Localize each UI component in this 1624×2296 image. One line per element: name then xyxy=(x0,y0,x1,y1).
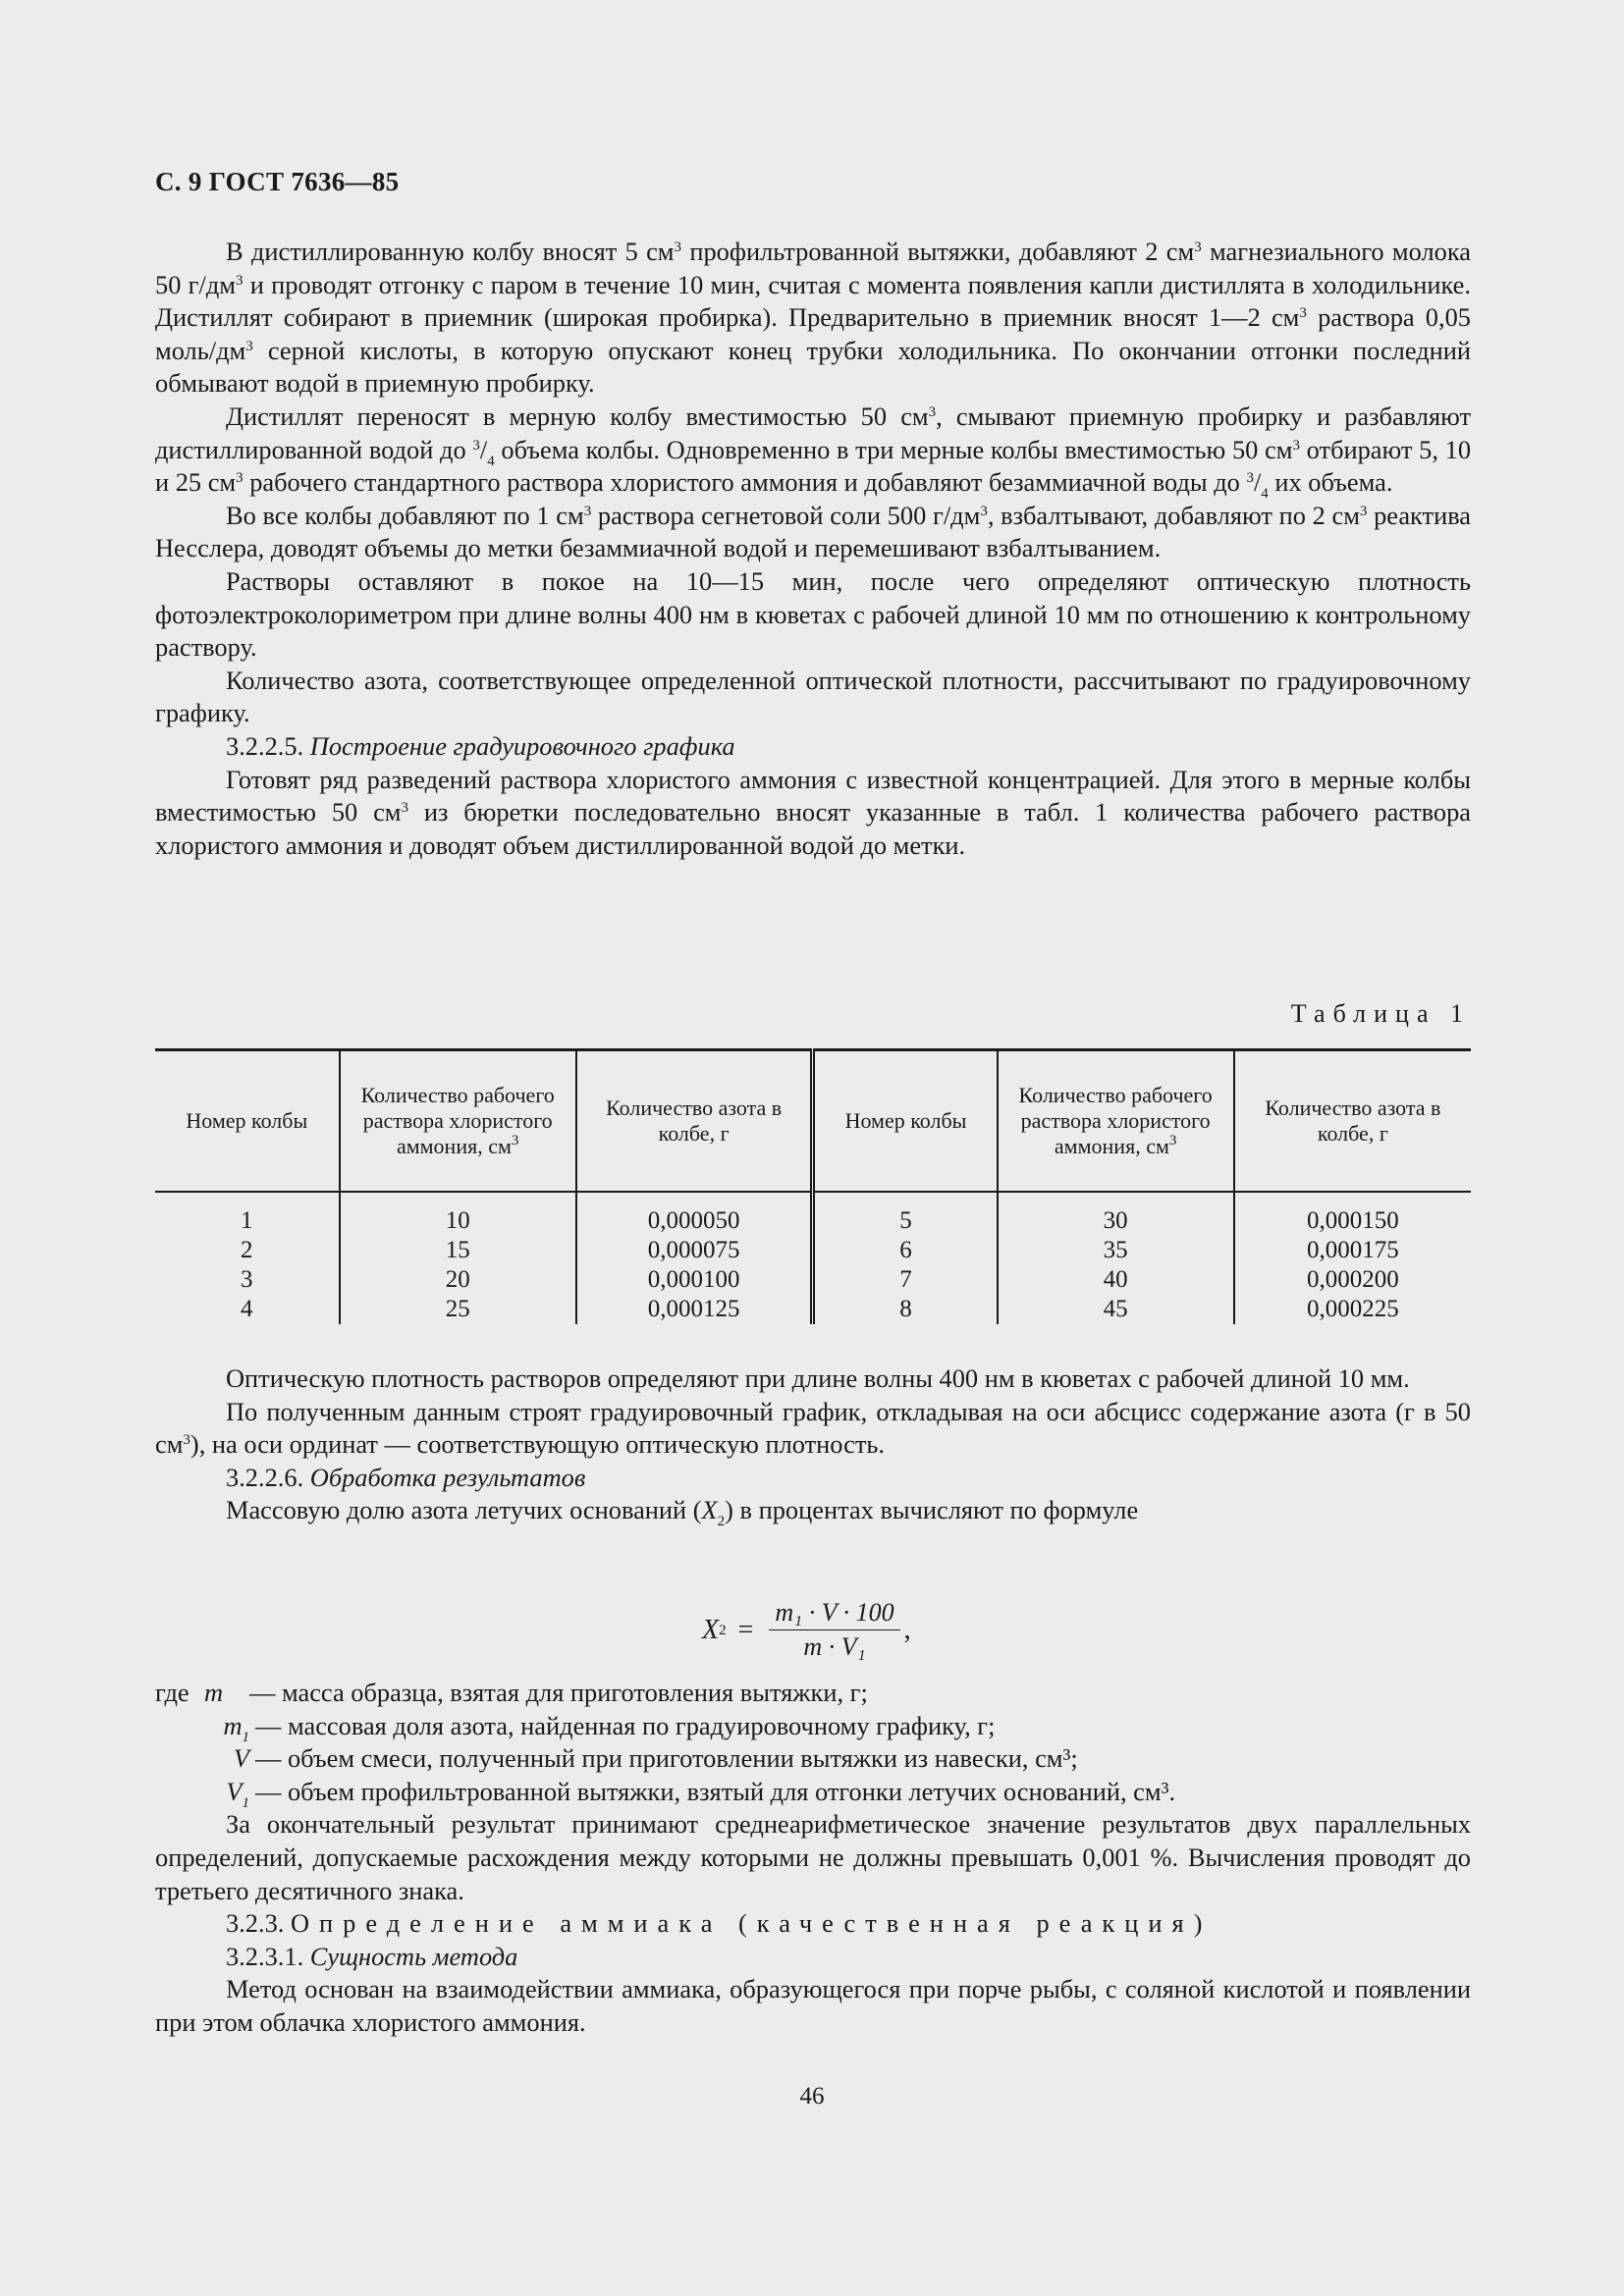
table-header-row xyxy=(155,1050,1471,1193)
subsection-heading-3231: 3.2.3.1. Сущность метода xyxy=(226,1941,518,1971)
paragraph: За окончательный результат принимают среднеарифметическое значение результатов двух параллельных определений, допускаемые расхождения между которыми не должны превышать 0,001 %. Вычисления проводят до третьего десятичного знака. xyxy=(155,1809,1471,1905)
col-header-volume: Количество рабочего раствора хлористого аммония, $см^3$ xyxy=(340,1050,576,1193)
paragraph: Оптическую плотность растворов определяют при длине волны 400 нм в кюветах с рабочей длиной 10 мм. xyxy=(226,1363,1410,1393)
col-header-flask: Номер колбы xyxy=(155,1050,340,1193)
formula-equals: = xyxy=(737,1614,754,1645)
col-header-nitrogen: Количество азота в колбе, г xyxy=(576,1050,813,1193)
cell-volume: 25 xyxy=(340,1295,576,1324)
section-text-2 xyxy=(155,1362,1471,1530)
cell-flask: 4 xyxy=(241,1296,253,1322)
page-number: 46 xyxy=(799,2083,825,2109)
table-caption: Таблица 1 xyxy=(1290,999,1471,1028)
cell-volume: 40 xyxy=(998,1265,1234,1295)
definition-item: $V_1$ — объем профильтрованной вытяжки, взятый для отгонки летучих оснований, см³. xyxy=(226,1776,1176,1811)
formula-fraction xyxy=(769,1598,899,1662)
paragraph: Дистиллят переносят в мерную колбу вместимостью 50 $см^3$, смывают приемную пробирку и разбавляют дистиллированной водой до $^3/_4$ объема колбы. Одновременно в три мерные колбы вместимостью 50 $см^3$ отбирают 5, 10 и 25 $см^3$ рабочего стандартного раствора хлористого аммония и добавляют безаммиачной воды до $^3/_4$ их объема. xyxy=(155,400,1472,503)
cell-volume: 15 xyxy=(340,1236,576,1265)
formula-lhs: X xyxy=(702,1614,720,1645)
page-header: С. 9 ГОСТ 7636—85 xyxy=(155,167,400,196)
cell-flask: 1 xyxy=(241,1207,253,1234)
cell-nitrogen: 0,000075 xyxy=(576,1236,813,1265)
table-row xyxy=(155,1192,1471,1236)
paragraph: Массовую долю азота летучих оснований $(X_2)$ в процентах вычисляют по формуле xyxy=(226,1495,1139,1530)
paragraph: Растворы оставляют в покое на 10—15 мин, после чего определяют оптическую плотность фотоэлектроколориметром при длине волны 400 нм в кюветах с рабочей длиной 10 мм по отношению к контрольному раствору. xyxy=(155,565,1471,663)
paragraph: По полученным данным строят градуировочный график, откладывая на оси абсцисс содержание азота (г в 50 $см^3$), на оси ординат — соответствующую оптическую плотность. xyxy=(155,1396,1471,1460)
cell-flask: 2 xyxy=(241,1237,253,1263)
table-row xyxy=(155,1265,1471,1295)
definition-item: где m — масса образца, взятая для приготовления вытяжки, г; xyxy=(155,1678,868,1707)
cell-nitrogen: 0,000150 xyxy=(1234,1192,1471,1236)
section-text-1 xyxy=(155,236,1471,862)
cell-volume: 20 xyxy=(340,1265,576,1295)
table-1 xyxy=(155,1048,1471,1324)
paragraph: Во все колбы добавляют по 1 $см^3$ раствора сегнетовой соли 500 $г/дм^3$, взбалтывают, добавляют по 2 $см^3$ реактива Несслера, доводят объемы до метки безаммиачной водой и перемешивают взбалтыванием. xyxy=(155,500,1472,563)
paragraph: Метод основан на взаимодействии аммиака, образующегося при порче рыбы, с соляной кислотой и появлении при этом облачка хлористого аммония. xyxy=(155,1974,1471,2037)
col-header-flask: Номер колбы xyxy=(813,1050,998,1193)
formula-numerator: m₁ · V · 100 xyxy=(769,1598,899,1630)
cell-flask: 5 xyxy=(813,1192,998,1236)
cell-flask: 6 xyxy=(813,1236,998,1265)
table-row xyxy=(155,1236,1471,1265)
col-header-volume: Количество рабочего раствора хлористого аммония, $см^3$ xyxy=(998,1050,1234,1193)
cell-nitrogen: 0,000050 xyxy=(576,1192,813,1236)
paragraph: В дистиллированную колбу вносят 5 $см^3$ профильтрованной вытяжки, добавляют 2 $см^3$ магнезиального молока 50 $г/дм^3$ и проводят отгонку с паром в течение 10 мин, считая с момента появления капли дистиллята в холодильнике. Дистиллят собирают в приемник (широкая пробирка). Предварительно в приемник вносят 1—2 $см^3$ раствора 0,05 моль/$дм^3$ серной кислоты, в которую опускают конец трубки холодильника. По окончании отгонки последний обмывают водой в приемную пробирку. xyxy=(155,237,1471,399)
subsection-heading-3226: 3.2.2.6. Обработка результатов xyxy=(226,1462,586,1492)
formula-denominator: m · V₁ xyxy=(803,1632,866,1661)
cell-volume: 30 xyxy=(998,1192,1234,1236)
cell-volume: 10 xyxy=(340,1192,576,1236)
cell-flask: 3 xyxy=(241,1266,253,1293)
definitions-block xyxy=(155,1677,1471,2040)
formula-x2: X 2 = $\frac{\text{m₁ · V · 100}}{\text{m · V₁}}$ , xyxy=(702,1598,911,1661)
cell-nitrogen: 0,000125 xyxy=(576,1295,813,1324)
cell-volume: 45 xyxy=(998,1295,1234,1324)
cell-flask: 8 xyxy=(813,1295,998,1324)
cell-nitrogen: 0,000225 xyxy=(1234,1295,1471,1324)
cell-nitrogen: 0,000100 xyxy=(576,1265,813,1295)
col-header-nitrogen: Количество азота в колбе, г xyxy=(1234,1050,1471,1193)
definition-item: V — объем смеси, полученный при приготовлении вытяжки из навески, см³; xyxy=(233,1743,1078,1774)
cell-nitrogen: 0,000200 xyxy=(1234,1265,1471,1295)
cell-flask: 7 xyxy=(813,1265,998,1295)
table-row xyxy=(155,1295,1471,1324)
paragraph: Готовят ряд разведений раствора хлористого аммония с известной концентрацией. Для этого в мерные колбы вместимостью 50 $см^3$ из бюретки последовательно вносят указанные в табл. 1 количества рабочего раствора хлористого аммония и доводят объем дистиллированной водой до метки. xyxy=(155,764,1471,860)
formula-comma: , xyxy=(903,1614,911,1645)
paragraph: Количество азота, соответствующее определенной оптической плотности, рассчитывают по градуировочному графику. xyxy=(155,665,1471,728)
cell-nitrogen: 0,000175 xyxy=(1234,1236,1471,1265)
subsection-heading-323: 3.2.3. Определение аммиака (качественная реакция) xyxy=(226,1908,1213,1939)
subsection-heading-3225: 3.2.2.5. Построение градуировочного графика xyxy=(226,730,735,761)
definition-item: $m_1$ — массовая доля азота, найденная по градуировочному графику, г; xyxy=(223,1710,996,1745)
cell-volume: 35 xyxy=(998,1236,1234,1265)
